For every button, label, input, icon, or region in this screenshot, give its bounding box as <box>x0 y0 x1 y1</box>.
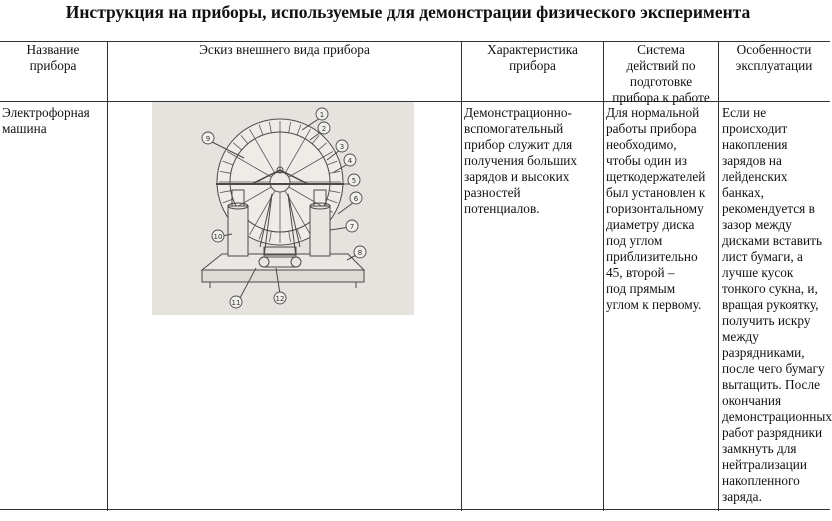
page-title: Инструкция на приборы, используемые для демонстрации физического эксперимента <box>65 2 751 22</box>
callout-number: 8 <box>357 249 363 257</box>
callout-number: 11 <box>231 299 241 307</box>
column-divider <box>461 41 462 511</box>
callout-number: 4 <box>347 157 353 165</box>
column-divider <box>603 41 604 511</box>
callout-number: 7 <box>349 223 355 231</box>
header-system: Система действий по подготовке прибора к работе <box>612 42 710 105</box>
angle-value: 45, второй – <box>606 265 675 280</box>
cell-features: Если не происходит накопления зарядов на лейденских банках, рекомендуется в зазор между дисками вставить лист бумаги, а лучше кусок тонкого сукна, и, вращая рукоятку, получить искру между разрядниками, после чего бумагу вытащить. После окончания демонстрационных работ разрядники замкнуть для нейтрализации накопленного заряда. <box>722 105 832 504</box>
callout-number: 10 <box>213 233 223 241</box>
callout-number: 2 <box>321 125 327 133</box>
callout-number: 3 <box>339 143 345 151</box>
callout-number: 1 <box>319 111 325 119</box>
column-divider <box>718 41 719 511</box>
callout-number: 5 <box>351 177 357 185</box>
table-bottom-border <box>0 509 830 510</box>
instruments-table <box>0 41 832 521</box>
callout-number: 9 <box>205 135 211 143</box>
cell-system: Для нормальной работы прибора необходимо, чтобы один из щеткодержателей был установлен к горизонтальному диаметру диска под углом приблизительно 45, второй – под прямым углом к первому. <box>606 105 706 312</box>
cell-characteristic: Демонстрационно- вспомогательный прибор служит для получения больших зарядов и высоких разностей потенциалов. <box>464 105 578 216</box>
header-features: Особенности эксплуатации <box>735 42 813 73</box>
header-sketch: Эскиз внешнего вида прибора <box>199 42 370 57</box>
header-characteristic: Характеристика прибора <box>487 42 578 73</box>
header-name: Название прибора <box>26 42 80 73</box>
cell-device-name: Электрофорная машина <box>2 105 90 136</box>
column-divider <box>107 41 108 511</box>
electrophore-machine-sketch <box>152 102 414 315</box>
callout-number: 12 <box>275 295 285 303</box>
machine-drawing <box>152 102 414 315</box>
callout-number: 6 <box>353 195 359 203</box>
